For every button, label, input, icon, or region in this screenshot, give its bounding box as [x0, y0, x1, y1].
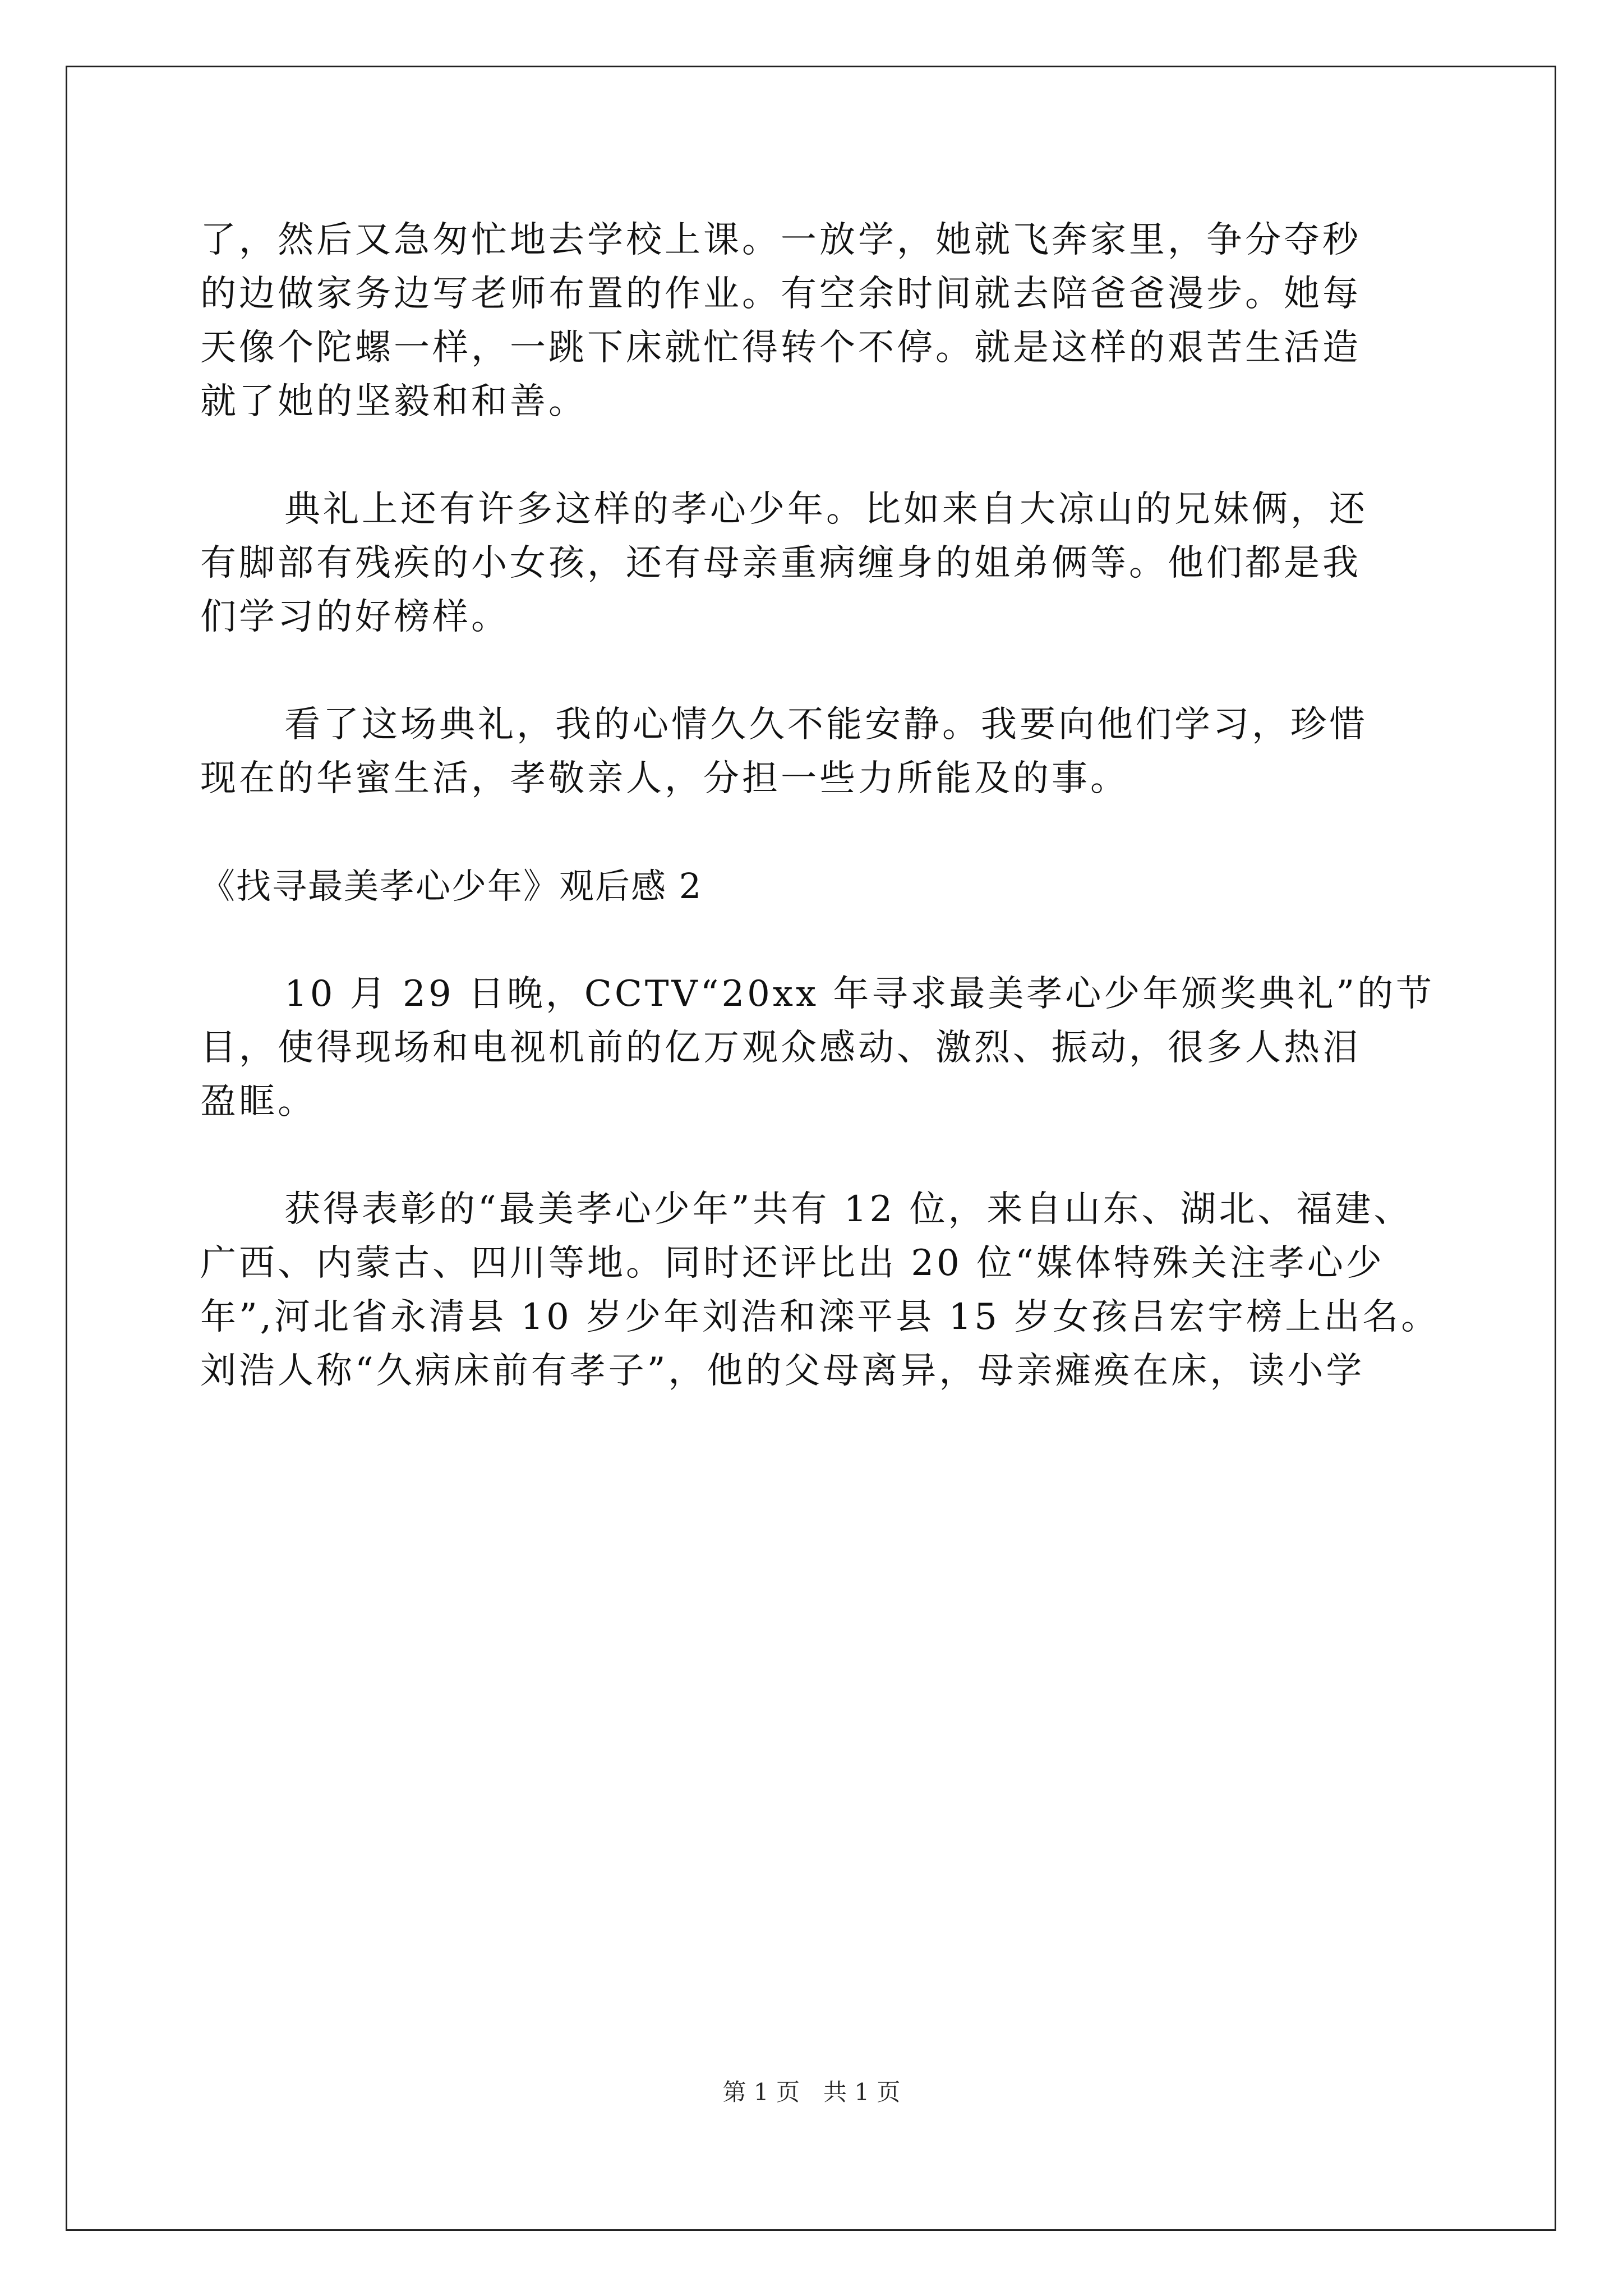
text-line: 年”,河北省永清县 10 岁少年刘浩和滦平县 15 岁女孩吕宏宇榜上出名。 [200, 1296, 1440, 1338]
section-heading: 《找寻最美孝心少年》观后感 2 [200, 866, 703, 907]
text-line: 刘浩人称“久病床前有孝子”，他的父母离异，母亲瘫痪在床，读小学 [200, 1350, 1365, 1392]
text-line: 就了她的坚毅和和善。 [200, 381, 587, 422]
text-line: 10 月 29 日晚，CCTV“20xx 年寻求最美孝心少年颁奖典礼”的节 [284, 973, 1435, 1015]
document-body [200, 213, 1440, 1398]
page-number-footer: 第 1 页 共 1 页 [722, 2078, 901, 2106]
text-line: 有脚部有残疾的小女孩，还有母亲重病缠身的姐弟俩等。他们都是我 [200, 542, 1361, 584]
text-line: 了，然后又急匆忙地去学校上课。一放学，她就飞奔家里，争分夺秒 [200, 219, 1361, 261]
text-line: 们学习的好榜样。 [200, 596, 510, 638]
text-line: 盈眶。 [200, 1081, 316, 1122]
paragraph [200, 698, 1431, 806]
text-line: 获得表彰的“最美孝心少年”共有 12 位，来自山东、湖北、福建、 [284, 1189, 1413, 1230]
paragraph-continued [200, 213, 1431, 429]
text-line: 典礼上还有许多这样的孝心少年。比如来自大凉山的兄妹俩，还 [284, 489, 1368, 530]
text-line: 看了这场典礼，我的心情久久不能安静。我要向他们学习，珍惜 [284, 704, 1368, 746]
text-line: 广西、内蒙古、四川等地。同时还评比出 20 位“媒体特殊关注孝心少 [200, 1243, 1385, 1284]
paragraph [200, 482, 1431, 644]
paragraph [200, 1182, 1440, 1398]
text-line: 的边做家务边写老师布置的作业。有空余时间就去陪爸爸漫步。她每 [200, 273, 1361, 315]
text-line: 目，使得现场和电视机前的亿万观众感动、激烈、振动，很多人热泪 [200, 1027, 1361, 1069]
text-line: 天像个陀螺一样，一跳下床就忙得转个不停。就是这样的艰苦生活造 [200, 327, 1361, 369]
text-line: 现在的华蜜生活，孝敬亲人，分担一些力所能及的事。 [200, 758, 1129, 799]
paragraph [200, 967, 1435, 1129]
